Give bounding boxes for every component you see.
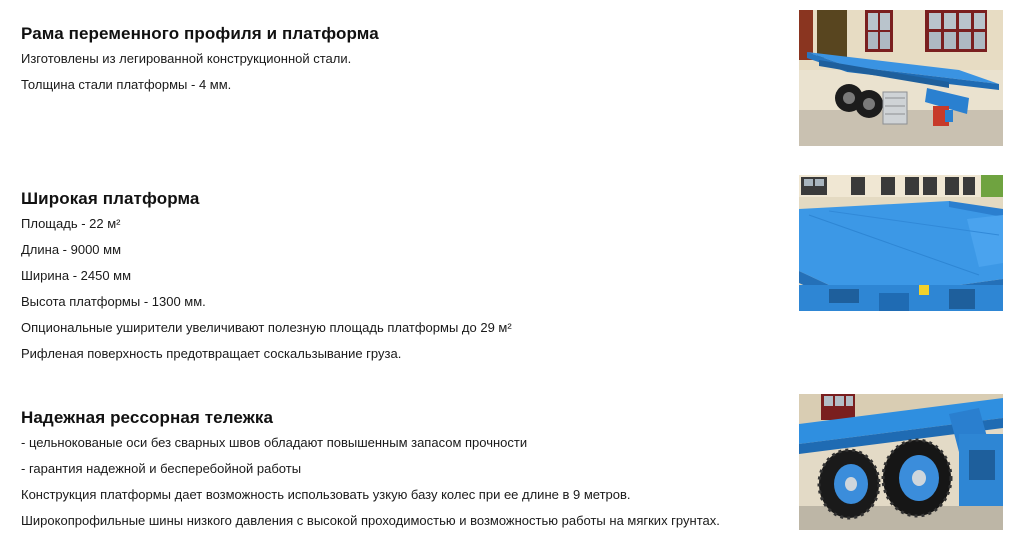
section-line: Длина - 9000 мм	[21, 242, 122, 257]
feature-bogie	[21, 407, 781, 539]
spring-bogie-photo	[799, 394, 1003, 530]
section-title: Широкая платформа	[21, 189, 200, 208]
wide-platform-image	[799, 175, 1003, 311]
section-line: Изготовлены из легированной конструкционной стали.	[21, 51, 352, 66]
section-line: - цельнокованые оси без сварных швов обладают повышенным запасом прочности	[21, 435, 528, 450]
section-line: Рифленая поверхность предотвращает соскальзывание груза.	[21, 346, 402, 361]
feature-frame	[21, 23, 781, 103]
section-line: Широкопрофильные шины низкого давления с высокой проходимостью и возможностью работы на мягких грунтах.	[21, 513, 720, 528]
section-title: Рама переменного профиля и платформа	[21, 24, 379, 43]
trailer-frame-photo	[799, 10, 1003, 146]
feature-platform	[21, 188, 781, 372]
section-line: Толщина стали платформы - 4 мм.	[21, 77, 232, 92]
wide-platform-photo	[799, 175, 1003, 311]
section-line: Ширина - 2450 мм	[21, 268, 132, 283]
section-line: - гарантия надежной и бесперебойной работы	[21, 461, 302, 476]
section-line: Высота платформы - 1300 мм.	[21, 294, 206, 309]
section-line: Конструкция платформы дает возможность использовать узкую базу колес при ее длине в 9 метров.	[21, 487, 631, 502]
section-line: Опциональные уширители увеличивают полезную площадь платформы до 29 м²	[21, 320, 512, 335]
section-title: Надежная рессорная тележка	[21, 408, 274, 427]
spring-bogie-image	[799, 394, 1003, 530]
trailer-frame-image	[799, 10, 1003, 146]
section-line: Площадь - 22 м²	[21, 216, 121, 231]
